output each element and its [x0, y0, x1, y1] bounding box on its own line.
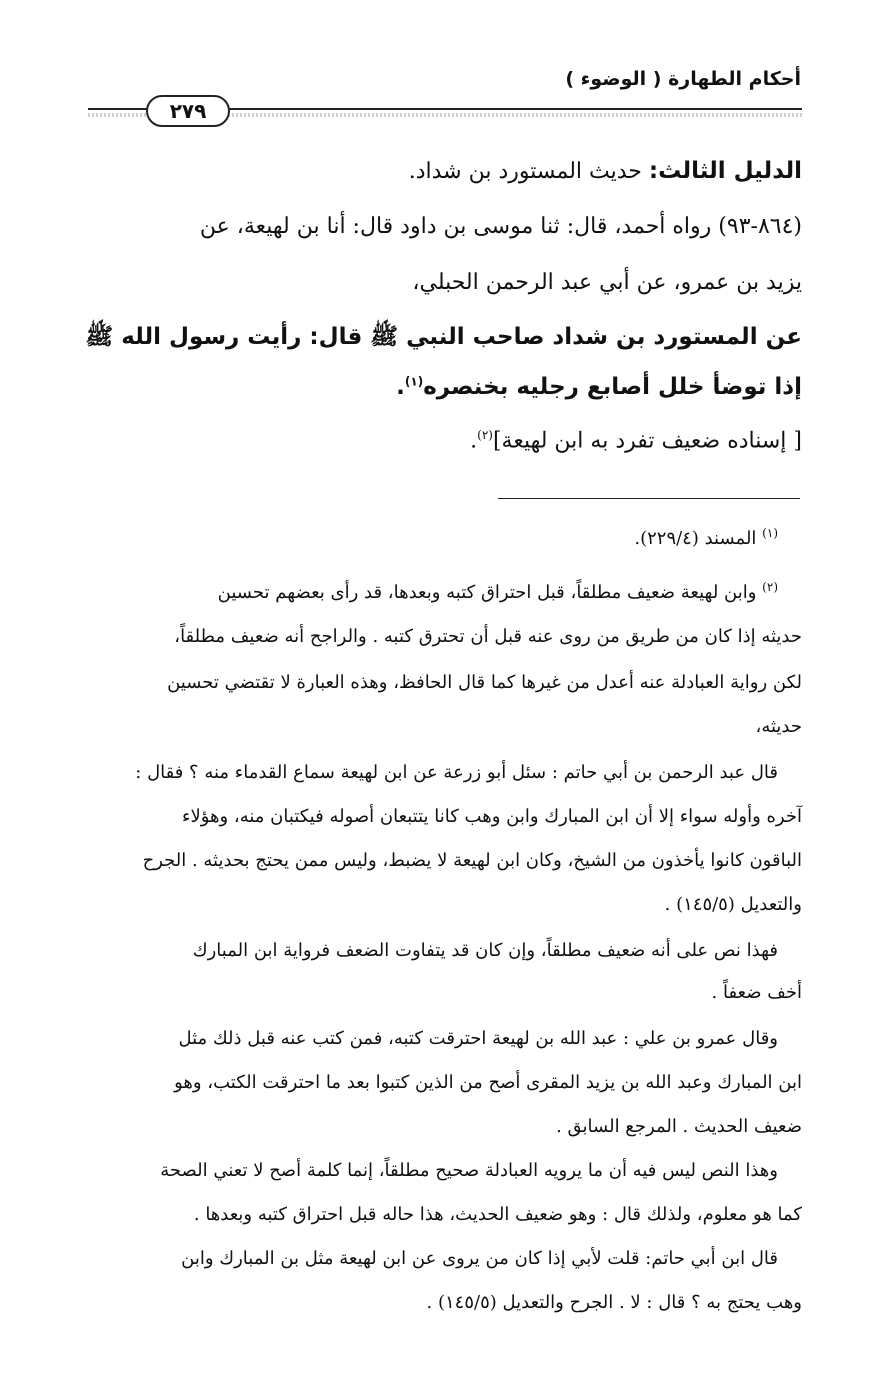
hadith-line-2: [80, 374, 802, 400]
footnote-text-line: قال ابن أبي حاتم: قلت لأبي إذا كان من يروى عن ابن لهيعة مثل بن المبارك وابن: [181, 1248, 778, 1269]
grading-line: [80, 428, 802, 453]
footnote-text-line: لكن رواية العبادلة عنه أعدل من غيرها كما قال الحافظ، وهذه العبارة لا تقتضي تحسين: [167, 672, 802, 693]
footnote-text-line: حديثه،: [755, 716, 802, 737]
footnote-1-marker: (١): [762, 526, 778, 540]
hadith-text: إذا توضأ خلل أصابع رجليه بخنصره: [423, 374, 802, 400]
page-number: ٢٧٩: [146, 95, 230, 127]
footnote-text-line: وهذا النص ليس فيه أن ما يرويه العبادلة صحيح مطلقاً، إنما كلمة أصح لا تعني الصحة: [160, 1160, 778, 1181]
footnote-separator: [498, 498, 800, 499]
footnote-text-line: فهذا نص على أنه ضعيف مطلقاً، وإن كان قد يتفاوت الضعف فرواية ابن المبارك: [192, 940, 778, 961]
chain-line-2: يزيد بن عمرو، عن أبي عبد الرحمن الحبلي،: [412, 270, 802, 295]
footnote-1-text: المسند (٢٢٩/٤).: [634, 528, 757, 549]
footnote-1: [80, 526, 778, 549]
chain-line-1: (٨٦٤-٩٣) رواه أحمد، قال: ثنا موسى بن داود قال: أنا بن لهيعة، عن: [199, 214, 802, 239]
footnote-text-line: حديثه إذا كان من طريق من روى عنه قبل أن تحترق كتبه . والراجح أنه ضعيف مطلقاً،: [174, 626, 802, 647]
running-title: أحكام الطهارة ( الوضوء ): [565, 68, 801, 90]
footnote-text-line: كما هو معلوم، ولذلك قال : وهو ضعيف الحديث، هذا حاله قبل احتراق كتبه وبعدها .: [193, 1204, 802, 1225]
footnote-text-line: ضعيف الحديث . المرجع السابق .: [556, 1116, 802, 1137]
footnote-text-line: أخف ضعفاً .: [711, 982, 802, 1003]
footnote-text-line: ابن المبارك وعبد الله بن يزيد المقرى أصح من الذين كتبوا بعد ما احترقت الكتب، وهو: [174, 1072, 802, 1093]
footnote-ref-1: (١): [404, 374, 424, 389]
evidence-label: الدليل الثالث:: [648, 158, 802, 184]
footnote-text-line: قال عبد الرحمن بن أبي حاتم : سئل أبو زرعة عن ابن لهيعة سماع القدماء منه ؟ فقال :: [135, 762, 778, 783]
footnote-text-line: الباقون كانوا يأخذون من الشيخ، وكان ابن لهيعة لا يضبط، وليس ممن يحتج بحديثه . الجرح: [142, 850, 802, 871]
evidence-heading: [80, 158, 802, 184]
footnote-2-marker: (٢): [762, 580, 778, 594]
footnote-text-line: والتعديل (١٤٥/٥) .: [664, 894, 802, 915]
evidence-text: حديث المستورد بن شداد.: [408, 159, 649, 184]
footnote-text-line: وهب يحتج به ؟ قال : لا . الجرح والتعديل (١٤٥/٥) .: [426, 1292, 802, 1313]
footnote-text-line: آخره وأوله سواء إلا أن ابن المبارك وابن وهب كانا يتتبعان أصوله فيكتبان منه، وهؤلاء: [181, 806, 802, 827]
footnote-ref-2: (٢): [477, 428, 493, 442]
footnote-text-line: وقال عمرو بن علي : عبد الله بن لهيعة احترقت كتبه، فمن كتب عنه قبل ذلك مثل: [178, 1028, 778, 1049]
grading-text: [ إسناده ضعيف تفرد به ابن لهيعة]: [492, 428, 802, 454]
hadith-end: .: [396, 374, 405, 400]
hadith-line-1: عن المستورد بن شداد صاحب النبي ﷺ قال: رأيت رسول الله ﷺ: [85, 324, 802, 350]
footnote-text-line: وابن لهيعة ضعيف مطلقاً، قبل احتراق كتبه وبعدها، قد رأى بعضهم تحسين: [217, 582, 757, 603]
footnote-2-line-1: [80, 580, 802, 603]
grading-end: .: [470, 428, 478, 454]
